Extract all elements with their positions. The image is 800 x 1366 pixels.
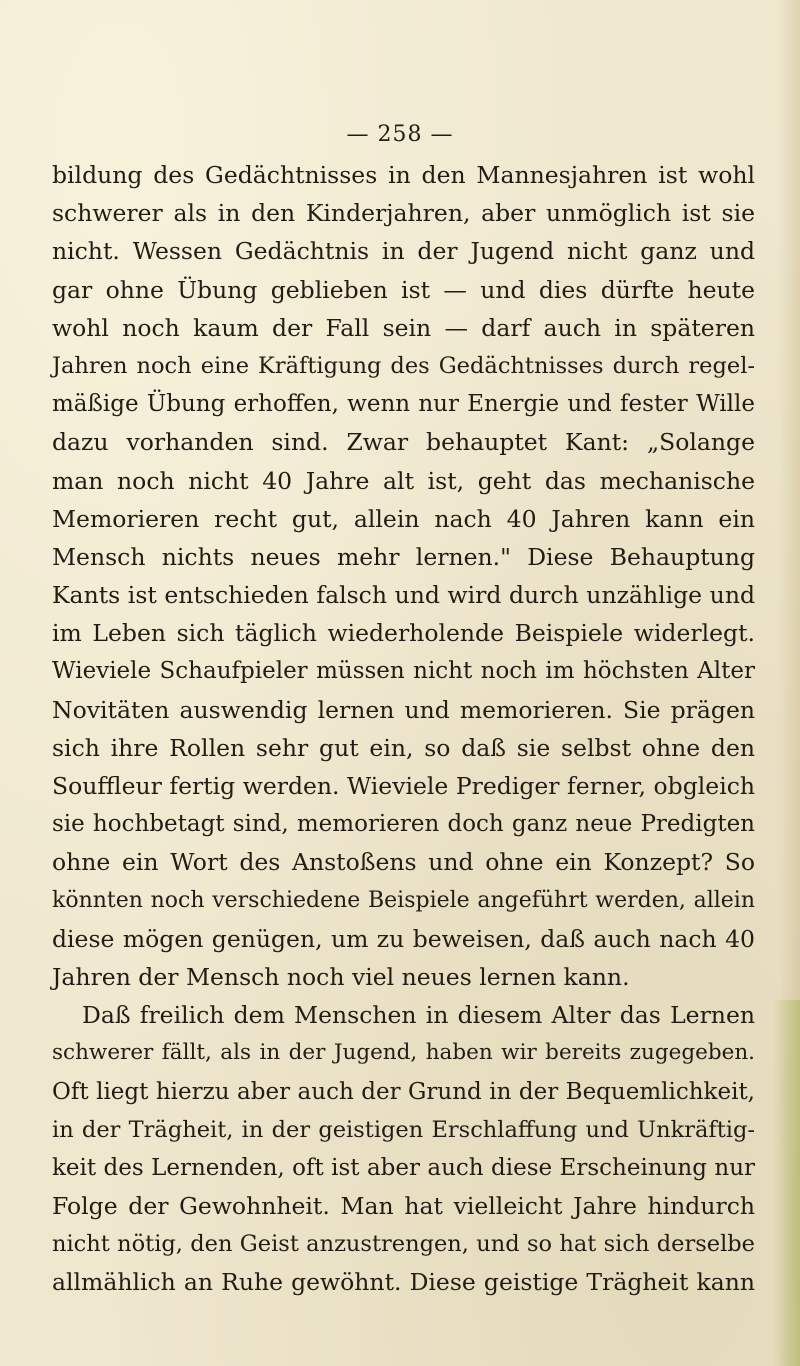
text-line: Folge der Gewohnheit. Man hat vielleicht Jahre hindurch <box>52 1192 755 1221</box>
text-line: Jahren noch eine Kräftigung des Gedächtnisses durch regel- <box>52 352 755 379</box>
body-text <box>52 156 755 1302</box>
text-line: Novitäten auswendig lernen und memorieren. Sie prägen <box>52 695 755 724</box>
text-line: Mensch nichts neues mehr lernen." Diese Behauptung <box>52 542 755 571</box>
text-line: sich ihre Rollen sehr gut ein, so daß sie selbst ohne den <box>52 733 755 762</box>
text-line: dazu vorhanden sind. Zwar behauptet Kant: „Solange <box>52 428 755 457</box>
text-line: Memorieren recht gut, allein nach 40 Jahren kann ein <box>52 504 755 533</box>
text-line: könnten noch verschiedene Beispiele angeführt werden, allein <box>52 887 755 913</box>
paragraph-start-line: Daß freilich dem Menschen in diesem Alter das Lernen <box>82 1001 755 1030</box>
text-line: in der Trägheit, in der geistigen Erschlaffung und Unkräftig- <box>52 1116 755 1143</box>
text-line: keit des Lernenden, oft ist aber auch diese Erscheinung nur <box>52 1154 755 1181</box>
text-line: diese mögen genügen, um zu beweisen, daß auch nach 40 <box>52 924 755 953</box>
text-line: schwerer fällt, als in der Jugend, haben wir bereits zugegeben. <box>52 1040 755 1066</box>
text-line: gar ohne Übung geblieben ist — und dies dürfte heute <box>52 275 755 304</box>
text-line: bildung des Gedächtnisses in den Mannesjahren ist wohl <box>52 161 755 189</box>
text-line: allmählich an Ruhe gewöhnt. Diese geistige Trägheit kann <box>52 1268 755 1297</box>
text-line: man noch nicht 40 Jahre alt ist, geht das mechanische <box>52 466 755 495</box>
text-line: Oft liegt hierzu aber auch der Grund in der Bequemlichkeit, <box>52 1078 755 1105</box>
text-line: nicht nötig, den Geist anzustrengen, und so hat sich derselbe <box>52 1231 755 1258</box>
text-line: Kants ist entschieden falsch und wird durch unzählige und <box>52 581 755 610</box>
text-line: schwerer als in den Kinderjahren, aber unmöglich ist sie <box>52 199 755 228</box>
text-line: Wieviele Schaufpieler müssen nicht noch im höchsten Alter <box>52 658 755 685</box>
text-line: im Leben sich täglich wiederholende Beispiele widerlegt. <box>52 619 755 648</box>
text-line: nicht. Wessen Gedächtnis in der Jugend nicht ganz und <box>52 237 755 266</box>
text-line: sie hochbetagt sind, memorieren doch ganz neue Predigten <box>52 811 755 838</box>
page-number-header: — 258 — <box>346 122 454 147</box>
text-line: ohne ein Wort des Anstoßens und ohne ein Konzept? So <box>52 848 755 877</box>
text-line: Souffleur fertig werden. Wieviele Prediger ferner, obgleich <box>52 772 755 800</box>
text-line: wohl noch kaum der Fall sein — darf auch in späteren <box>52 313 755 342</box>
paragraph-end-line: Jahren der Mensch noch viel neues lernen kann. <box>52 962 630 991</box>
text-line: mäßige Übung erhoffen, wenn nur Energie und fester Wille <box>52 391 755 418</box>
page-stain <box>772 1000 800 1366</box>
